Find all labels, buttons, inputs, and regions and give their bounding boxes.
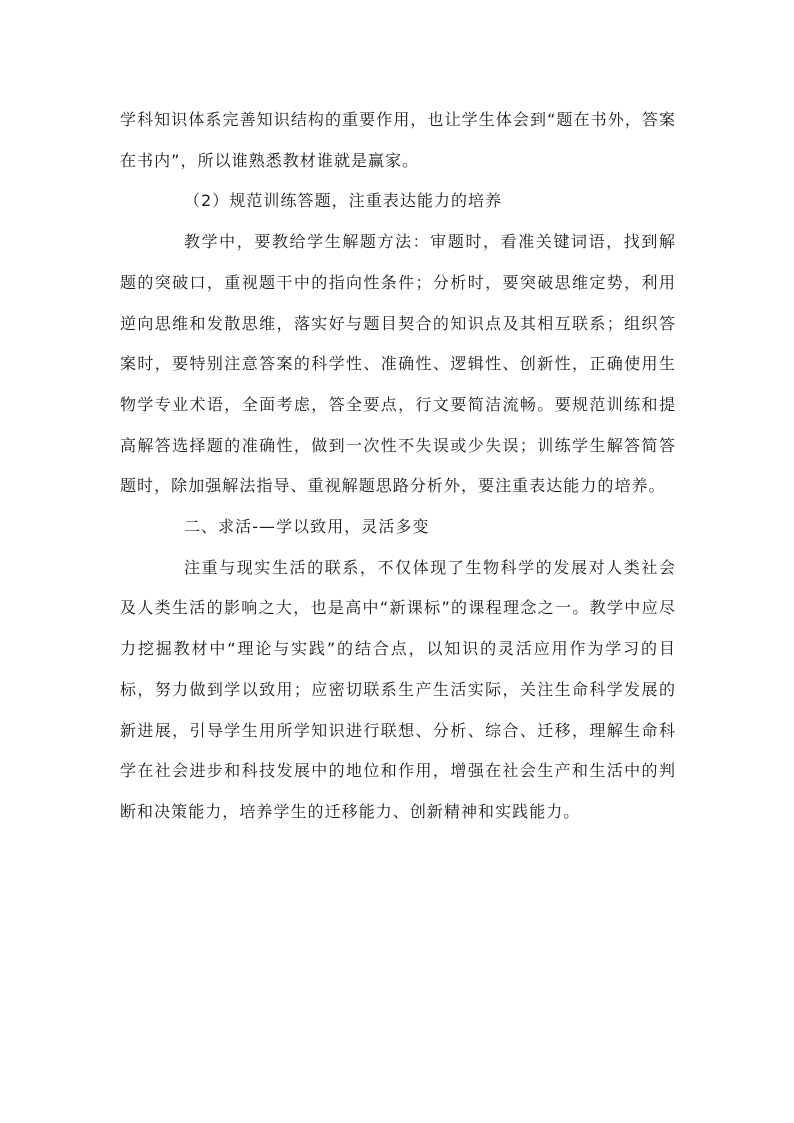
section-heading-2: 二、求活-—学以致用，灵活多变 [184, 517, 430, 537]
paragraph-continuation: 学科知识体系完善知识结构的重要作用，也让学生体会到“题在书外，答案在书内”，所以谁熟悉教材谁就是赢家。 [120, 110, 676, 170]
paragraph-teaching-methods: 教学中，要教给学生解题方法：审题时，看准关键词语，找到解题的突破口，重视题干中的指向性条件；分析时，要突破思维定势，利用逆向思维和发散思维，落实好与题目契合的知识点及其相互联系；组织答案时，要特别注意答案的科学性、准确性、逻辑性、创新性，正确使用生物学专业术语，全面考虑，答全要点，行文要简洁流畅。要规范训练和提高解答选择题的准确性，做到一次性不失误或少失误；训练学生解答简答题时，除加强解法指导、重视解题思路分析外，要注重表达能力的培养。 [120, 232, 676, 496]
document-body [120, 100, 676, 833]
subsection-heading-2: （2）规范训练答题，注重表达能力的培养 [184, 191, 503, 211]
paragraph-real-life-connection: 注重与现实生活的联系，不仅体现了生物科学的发展对人类社会及人类生活的影响之大，也是高中“新课标”的课程理念之一。教学中应尽力挖掘教材中“理论与实践”的结合点，以知识的灵活应用作为学习的目标，努力做到学以致用；应密切联系生产生活实际，关注生命科学发展的新进展，引导学生用所学知识进行联想、分析、综合、迁移，理解生命科学在社会进步和科技发展中的地位和作用，增强在社会生产和生活中的判断和决策能力，培养学生的迁移能力、创新精神和实践能力。 [120, 557, 676, 821]
